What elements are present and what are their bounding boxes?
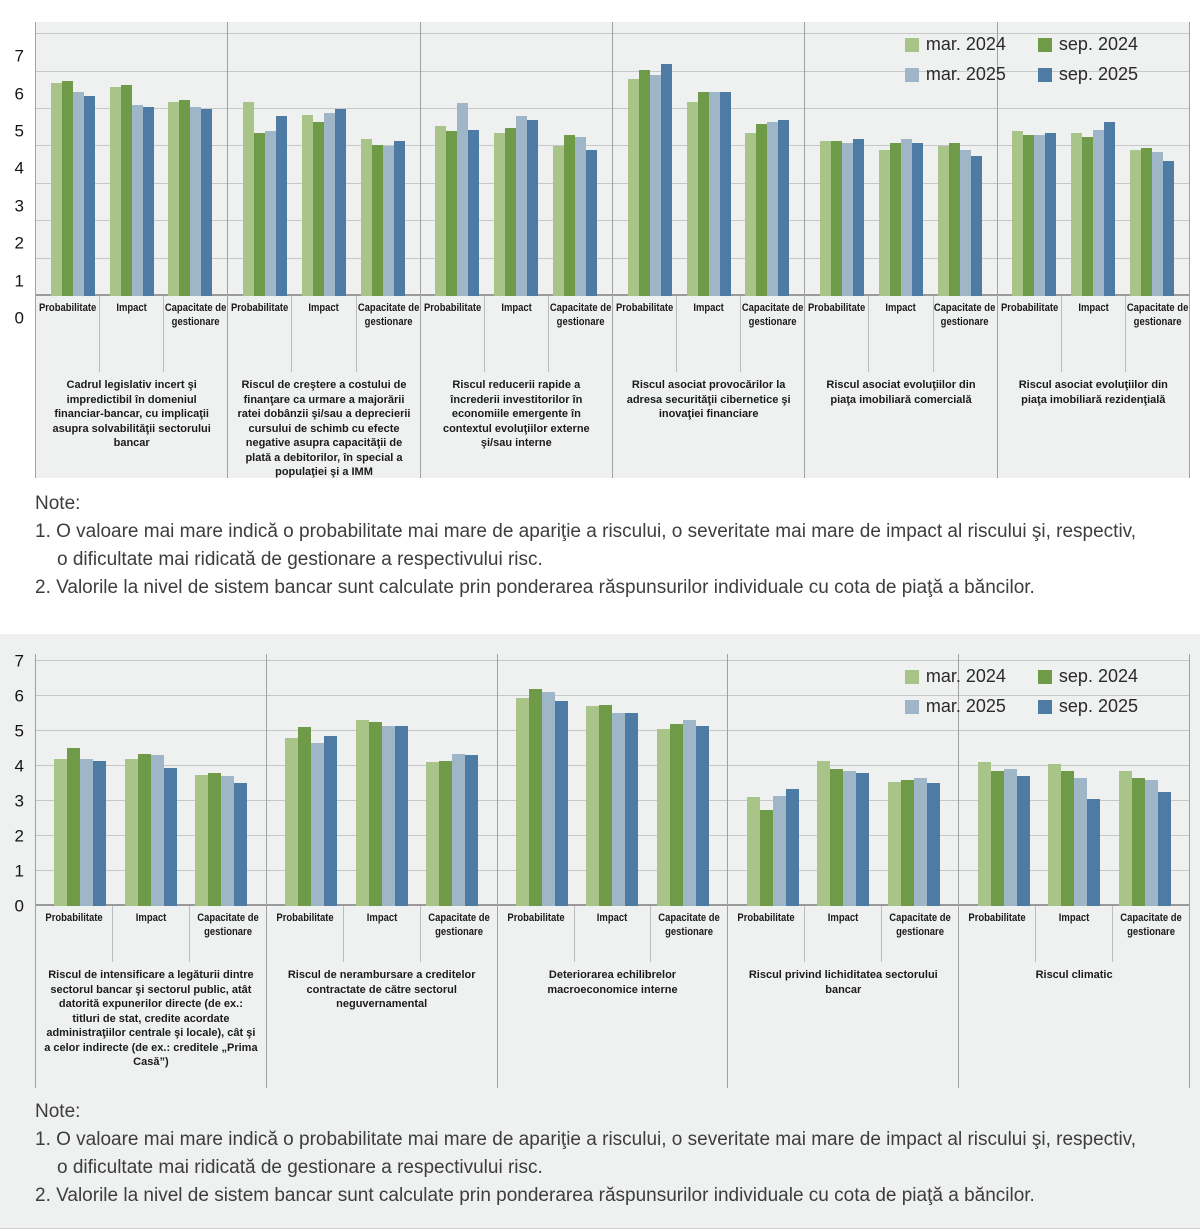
measure-label: Capacitate de gestionare xyxy=(420,906,497,962)
bar-sep-2024 xyxy=(254,133,265,296)
legend-item xyxy=(1038,666,1138,687)
bar-mar-2025 xyxy=(1004,769,1017,906)
bar-mar-2025 xyxy=(382,726,395,906)
risk-group xyxy=(613,22,805,478)
bar-mar-2024 xyxy=(1130,150,1141,296)
bar-sep-2025 xyxy=(1017,776,1030,906)
bar-mar-2024 xyxy=(888,782,901,906)
measure-label: Impact xyxy=(291,296,355,372)
note-line: 2. Valorile la nivel de sistem bancar sunt calculate prin ponderarea răspunsurilor individuale cu cota de piaţă a băncilor. xyxy=(35,577,1035,598)
bar-sep-2024 xyxy=(890,143,901,296)
measure-label: Impact xyxy=(1061,296,1125,372)
measure-labels-row xyxy=(36,906,266,962)
legend-swatch xyxy=(1038,670,1052,684)
measure-labels-row xyxy=(998,296,1189,372)
risk-name: Riscul de intensificare a legăturii dintre sectorul bancar şi sectorul public, atât datorită expunerilor directe (de ex.: titluri de stat, credite acordate administraţiilor centrale şi locale), cât şi a celor indirecte (de ex.: creditele „Prima Casă”) xyxy=(44,969,258,1069)
bar-sep-2024 xyxy=(901,780,914,906)
measure-label: Impact xyxy=(676,296,740,372)
y-tick-label: 6 xyxy=(14,686,24,706)
bar-sep-2024 xyxy=(639,70,650,296)
bar-mar-2025 xyxy=(542,692,555,906)
measure-cluster xyxy=(361,139,405,296)
risk-survey-figure xyxy=(0,22,1200,1232)
legend-swatch xyxy=(1038,38,1052,52)
bars-zone xyxy=(498,654,728,906)
bar-sep-2024 xyxy=(1141,148,1152,296)
bar-sep-2025 xyxy=(1104,122,1115,296)
bar-sep-2025 xyxy=(164,768,177,906)
bar-sep-2024 xyxy=(67,748,80,906)
measure-cluster xyxy=(657,720,709,906)
bar-sep-2024 xyxy=(62,81,73,296)
bar-mar-2025 xyxy=(265,131,276,296)
bar-sep-2024 xyxy=(208,773,221,906)
bar-mar-2024 xyxy=(494,133,505,296)
bar-mar-2025 xyxy=(1145,780,1158,906)
bar-sep-2024 xyxy=(991,771,1004,906)
y-tick-label: 4 xyxy=(14,756,24,776)
legend-swatch xyxy=(905,68,919,82)
legend-label: sep. 2024 xyxy=(1058,34,1138,54)
notes xyxy=(35,1098,1190,1214)
measure-label: Probabilitate xyxy=(1000,302,1058,314)
bar-sep-2024 xyxy=(756,124,767,296)
bar-sep-2024 xyxy=(949,143,960,296)
bar-sep-2025 xyxy=(335,109,346,296)
measure-label: Capacitate de gestionare xyxy=(1125,296,1189,372)
measure-label: Impact xyxy=(99,296,163,372)
legend-item xyxy=(1038,64,1138,85)
bar-sep-2025 xyxy=(394,141,405,296)
bar-sep-2024 xyxy=(313,122,324,296)
legend-item xyxy=(1038,696,1138,717)
legend-label: mar. 2024 xyxy=(925,666,1006,686)
notes-title: Note: xyxy=(35,493,81,514)
measure-label: Capacitate de gestionare xyxy=(189,906,266,962)
bar-mar-2024 xyxy=(938,146,949,296)
bar-sep-2025 xyxy=(625,713,638,906)
bar-groups xyxy=(35,22,1190,478)
risk-name: Cadrul legislativ incert şi impredictibil în domeniul financiar-bancar, cu implicaţii asupra solvabilităţii sectorului bancar xyxy=(52,379,211,450)
bar-sep-2025 xyxy=(786,789,799,906)
bar-mar-2024 xyxy=(361,139,372,296)
y-tick-label: 0 xyxy=(14,896,24,916)
bar-mar-2024 xyxy=(879,150,890,296)
measure-cluster xyxy=(243,102,287,296)
y-tick-label: 4 xyxy=(14,158,24,178)
bar-mar-2024 xyxy=(54,759,67,906)
risk-group xyxy=(998,22,1190,478)
measure-label: Probabilitate xyxy=(45,912,103,924)
bar-mar-2025 xyxy=(457,103,468,296)
measure-cluster xyxy=(747,789,799,906)
measure-label: Probabilitate xyxy=(968,912,1026,924)
y-tick-label: 7 xyxy=(14,651,24,671)
measure-labels-row xyxy=(728,906,958,962)
bar-mar-2025 xyxy=(1074,778,1087,906)
measure-label: Impact xyxy=(574,906,651,962)
bar-sep-2024 xyxy=(298,727,311,906)
bar-mar-2024 xyxy=(687,102,698,296)
bar-sep-2025 xyxy=(720,92,731,296)
bar-mar-2024 xyxy=(110,87,121,296)
legend-label: mar. 2024 xyxy=(925,34,1006,54)
legend-label: mar. 2025 xyxy=(925,64,1006,84)
note-line: o dificultate mai ridicată de gestionare a respectivului risc. xyxy=(57,549,543,570)
measure-label: Impact xyxy=(804,906,881,962)
bar-sep-2025 xyxy=(555,701,568,906)
risk-group xyxy=(36,22,228,478)
y-tick-label: 2 xyxy=(14,233,24,253)
measure-cluster xyxy=(938,143,982,296)
measure-cluster xyxy=(110,85,154,296)
note-line: 2. Valorile la nivel de sistem bancar sunt calculate prin ponderarea răspunsurilor individuale cu cota de piaţă a băncilor. xyxy=(35,1185,1035,1206)
bar-mar-2025 xyxy=(575,137,586,296)
bar-sep-2024 xyxy=(831,141,842,296)
measure-labels-row xyxy=(36,296,227,372)
bar-groups xyxy=(35,654,1190,1088)
bar-mar-2025 xyxy=(901,139,912,296)
risk-name: Riscul asociat evoluţiilor din piaţa imobiliară rezidenţială xyxy=(1018,379,1168,406)
bar-sep-2025 xyxy=(276,116,287,296)
bar-sep-2025 xyxy=(465,755,478,906)
bar-mar-2024 xyxy=(817,761,830,906)
measure-label: Capacitate de gestionare xyxy=(163,296,227,372)
legend-label: sep. 2025 xyxy=(1058,64,1138,84)
bar-sep-2025 xyxy=(143,107,154,296)
bar-sep-2024 xyxy=(698,92,709,296)
measure-label: Probabilitate xyxy=(38,302,97,314)
measure-labels-row xyxy=(421,296,612,372)
y-tick-label: 6 xyxy=(14,84,24,104)
bar-sep-2025 xyxy=(1045,133,1056,296)
bar-mar-2024 xyxy=(356,720,369,906)
bar-mar-2025 xyxy=(843,771,856,906)
measure-label: Capacitate de gestionare xyxy=(1112,906,1189,962)
bars-zone xyxy=(267,654,497,906)
measure-cluster xyxy=(435,103,479,296)
measure-labels-row xyxy=(228,296,419,372)
measure-cluster xyxy=(356,720,408,906)
bar-sep-2024 xyxy=(529,689,542,906)
notes-title: Note: xyxy=(35,1101,81,1122)
bar-mar-2025 xyxy=(767,122,778,296)
measure-cluster xyxy=(820,139,864,296)
measure-cluster xyxy=(687,92,731,296)
measure-label: Capacitate de gestionare xyxy=(740,296,804,372)
measure-label: Impact xyxy=(868,296,932,372)
bar-mar-2024 xyxy=(51,83,62,296)
bar-sep-2025 xyxy=(696,726,709,906)
measure-label: Probabilitate xyxy=(506,912,565,924)
measure-labels-row xyxy=(498,906,728,962)
bar-mar-2025 xyxy=(80,759,93,906)
risk-group xyxy=(959,654,1190,1088)
bar-sep-2025 xyxy=(912,143,923,296)
bar-sep-2025 xyxy=(468,130,479,296)
legend-swatch xyxy=(905,38,919,52)
y-tick-label: 1 xyxy=(14,861,24,881)
measure-cluster xyxy=(1119,771,1171,906)
bar-mar-2025 xyxy=(151,755,164,906)
bar-sep-2024 xyxy=(599,705,612,906)
bar-sep-2024 xyxy=(1061,771,1074,906)
plot-area xyxy=(35,22,1190,478)
risk-group xyxy=(805,22,997,478)
bar-sep-2024 xyxy=(505,128,516,296)
bar-mar-2025 xyxy=(842,143,853,296)
measure-label: Impact xyxy=(1035,906,1112,962)
bar-mar-2024 xyxy=(125,759,138,906)
bar-mar-2025 xyxy=(650,75,661,296)
bar-sep-2024 xyxy=(564,135,575,296)
bar-mar-2024 xyxy=(168,102,179,296)
measure-cluster xyxy=(494,116,538,296)
bar-sep-2024 xyxy=(439,761,452,906)
bar-mar-2025 xyxy=(324,113,335,296)
measure-cluster xyxy=(628,64,672,296)
y-tick-label: 7 xyxy=(14,46,24,66)
chart-legend xyxy=(905,34,1138,85)
measure-label: Probabilitate xyxy=(615,302,674,314)
legend-item xyxy=(905,696,1006,717)
measure-cluster xyxy=(1012,131,1056,296)
bar-mar-2025 xyxy=(221,776,234,906)
y-tick-label: 1 xyxy=(14,271,24,291)
measure-label: Capacitate de gestionare xyxy=(356,296,420,372)
note-line: o dificultate mai ridicată de gestionare a respectivului risc. xyxy=(57,1157,543,1178)
note-line: 1. O valoare mai mare indică o probabilitate mai mare de apariţie a riscului, o severitate mai mare de impact al riscului şi, respectiv, xyxy=(35,1129,1137,1150)
bars-zone xyxy=(36,654,266,906)
bar-sep-2024 xyxy=(1023,135,1034,296)
bar-mar-2024 xyxy=(435,126,446,296)
bar-sep-2025 xyxy=(1158,792,1171,906)
risk-name: Deteriorarea echilibrelor macroeconomice interne xyxy=(547,969,678,996)
measure-labels-row xyxy=(959,906,1189,962)
legend-item xyxy=(905,64,1006,85)
y-tick-label: 5 xyxy=(14,121,24,141)
bar-mar-2024 xyxy=(1012,131,1023,296)
bar-mar-2024 xyxy=(747,797,760,906)
measure-label: Probabilitate xyxy=(231,302,289,314)
notes xyxy=(35,490,1190,602)
legend-item xyxy=(1038,34,1138,55)
measure-label: Capacitate de gestionare xyxy=(548,296,612,372)
measure-cluster xyxy=(978,762,1030,906)
bar-sep-2024 xyxy=(830,769,843,906)
measure-label: Impact xyxy=(112,906,189,962)
bar-sep-2025 xyxy=(234,783,247,906)
legend-label: sep. 2024 xyxy=(1058,666,1138,686)
risk-name: Riscul de nerambursare a creditelor contractate de către sectorul neguvernamental xyxy=(287,969,476,1011)
legend-item xyxy=(905,34,1006,55)
y-tick-label: 0 xyxy=(14,308,24,328)
risk-name: Riscul de creştere a costului de finanţare ca urmare a majorării ratei dobânzii şi/sau a deprecierii cursului de schimb cu efecte negative asupra capacităţii de plată a debitorilor, în special a populaţiei şi a IMM xyxy=(237,379,411,479)
measure-cluster xyxy=(888,778,940,906)
bar-sep-2025 xyxy=(1163,161,1174,296)
bar-mar-2025 xyxy=(132,105,143,296)
bar-sep-2025 xyxy=(93,761,106,906)
bar-mar-2024 xyxy=(628,79,639,296)
bar-sep-2025 xyxy=(853,139,864,296)
measure-cluster xyxy=(125,754,177,906)
bar-sep-2025 xyxy=(395,726,408,906)
bar-mar-2025 xyxy=(383,146,394,296)
measure-cluster xyxy=(817,761,869,906)
measure-cluster xyxy=(426,754,478,906)
measure-cluster xyxy=(553,135,597,296)
measure-cluster xyxy=(54,748,106,906)
bar-mar-2024 xyxy=(195,775,208,906)
legend-label: sep. 2025 xyxy=(1058,696,1138,716)
measure-cluster xyxy=(168,100,212,296)
bar-mar-2025 xyxy=(452,754,465,906)
legend-swatch xyxy=(905,670,919,684)
bar-sep-2025 xyxy=(586,150,597,296)
bar-mar-2024 xyxy=(745,133,756,296)
risk-name: Riscul asociat provocărilor la adresa securităţii cibernetice şi inovaţiei financiare xyxy=(626,379,791,421)
bar-sep-2024 xyxy=(372,145,383,296)
measure-cluster xyxy=(195,773,247,906)
bar-mar-2025 xyxy=(1034,135,1045,296)
bar-sep-2025 xyxy=(201,109,212,296)
measure-labels-row xyxy=(267,906,497,962)
bar-sep-2025 xyxy=(527,120,538,296)
bar-mar-2024 xyxy=(586,706,599,906)
bar-sep-2024 xyxy=(1132,778,1145,906)
measure-label: Capacitate de gestionare xyxy=(650,906,727,962)
bars-zone xyxy=(421,22,612,296)
bar-sep-2024 xyxy=(1082,137,1093,296)
bar-mar-2025 xyxy=(1093,130,1104,296)
measure-cluster xyxy=(1130,148,1174,296)
bar-mar-2024 xyxy=(302,115,313,296)
bar-sep-2024 xyxy=(121,85,132,296)
measure-cluster xyxy=(516,689,568,906)
bar-mar-2025 xyxy=(914,778,927,906)
bar-sep-2024 xyxy=(179,100,190,296)
bar-mar-2024 xyxy=(426,762,439,906)
legend-swatch xyxy=(1038,700,1052,714)
bar-sep-2025 xyxy=(84,96,95,296)
y-tick-label: 3 xyxy=(14,196,24,216)
risk-group xyxy=(498,654,729,1088)
risk-group xyxy=(36,654,267,1088)
measure-label: Impact xyxy=(484,296,548,372)
bar-sep-2025 xyxy=(927,783,940,906)
risk-group xyxy=(267,654,498,1088)
bar-mar-2025 xyxy=(612,713,625,906)
measure-label: Probabilitate xyxy=(808,302,866,314)
y-tick-label: 3 xyxy=(14,791,24,811)
bar-sep-2025 xyxy=(661,64,672,296)
plot-area xyxy=(35,654,1190,1088)
risk-name: Riscul asociat evoluţiilor din piaţa imobiliară comercială xyxy=(826,379,976,406)
top-risk-chart xyxy=(0,22,1200,602)
bar-mar-2024 xyxy=(1048,764,1061,906)
legend-label: mar. 2025 xyxy=(925,696,1006,716)
measure-cluster xyxy=(285,727,337,906)
bar-mar-2025 xyxy=(516,116,527,296)
bar-sep-2024 xyxy=(760,810,773,906)
measure-cluster xyxy=(1071,122,1115,296)
measure-cluster xyxy=(586,705,638,906)
risk-group xyxy=(228,22,420,478)
bar-mar-2024 xyxy=(285,738,298,906)
risk-name: Riscul reducerii rapide a încrederii investitorilor în economiile emergente în contextul evoluţiilor externe şi/sau interne xyxy=(442,379,590,450)
measure-label: Capacitate de gestionare xyxy=(881,906,958,962)
bar-sep-2025 xyxy=(324,736,337,906)
measure-cluster xyxy=(745,120,789,296)
bar-sep-2024 xyxy=(446,131,457,296)
bar-sep-2025 xyxy=(1087,799,1100,906)
chart-legend xyxy=(905,666,1138,717)
bar-mar-2024 xyxy=(1071,133,1082,296)
measure-labels-row xyxy=(613,296,804,372)
measure-label: Probabilitate xyxy=(423,302,481,314)
risk-name: Riscul climatic xyxy=(1035,969,1113,981)
bar-mar-2025 xyxy=(773,796,786,906)
bar-mar-2025 xyxy=(683,720,696,906)
bar-mar-2024 xyxy=(657,729,670,906)
bar-mar-2024 xyxy=(1119,771,1132,906)
measure-label: Probabilitate xyxy=(737,912,796,924)
legend-swatch xyxy=(1038,68,1052,82)
measure-cluster xyxy=(1048,764,1100,906)
bars-zone xyxy=(613,22,804,296)
risk-name: Riscul privind lichiditatea sectorului bancar xyxy=(748,969,938,996)
bar-mar-2024 xyxy=(516,698,529,906)
bar-mar-2025 xyxy=(311,743,324,906)
bar-mar-2025 xyxy=(709,92,720,296)
bar-mar-2025 xyxy=(190,107,201,296)
measure-label: Capacitate de gestionare xyxy=(933,296,997,372)
y-axis xyxy=(0,44,26,328)
measure-cluster xyxy=(302,109,346,296)
legend-swatch xyxy=(905,700,919,714)
measure-labels-row xyxy=(805,296,996,372)
bar-mar-2024 xyxy=(978,762,991,906)
measure-label: Probabilitate xyxy=(276,912,334,924)
measure-label: Impact xyxy=(343,906,420,962)
bars-zone xyxy=(36,22,227,296)
measure-cluster xyxy=(51,81,95,296)
risk-group xyxy=(421,22,613,478)
bar-mar-2025 xyxy=(960,150,971,296)
bar-mar-2024 xyxy=(820,141,831,296)
y-tick-label: 5 xyxy=(14,721,24,741)
legend-item xyxy=(905,666,1006,687)
bar-sep-2024 xyxy=(670,724,683,906)
bar-sep-2025 xyxy=(778,120,789,296)
bar-mar-2024 xyxy=(243,102,254,296)
note-line: 1. O valoare mai mare indică o probabilitate mai mare de apariţie a riscului, o severitate mai mare de impact al riscului şi, respectiv, xyxy=(35,521,1137,542)
y-tick-label: 2 xyxy=(14,826,24,846)
bottom-risk-chart xyxy=(0,634,1200,1229)
bar-sep-2024 xyxy=(138,754,151,906)
bar-sep-2025 xyxy=(971,156,982,296)
bar-mar-2025 xyxy=(73,92,84,296)
bars-zone xyxy=(228,22,419,296)
bar-sep-2024 xyxy=(369,722,382,906)
bar-mar-2025 xyxy=(1152,152,1163,296)
risk-group xyxy=(728,654,959,1088)
bar-sep-2025 xyxy=(856,773,869,906)
measure-cluster xyxy=(879,139,923,296)
y-axis xyxy=(0,651,26,916)
bar-mar-2024 xyxy=(553,146,564,296)
